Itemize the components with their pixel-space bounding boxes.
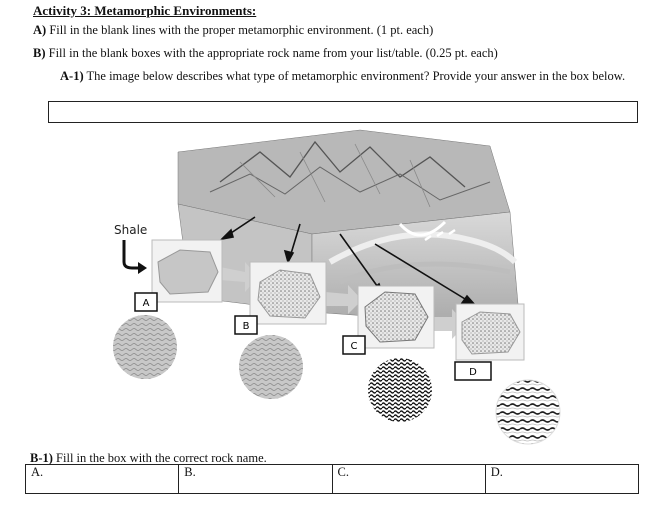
texture-circle-d — [496, 380, 560, 444]
answer-label-d: D. — [490, 465, 503, 479]
svg-text:C: C — [350, 341, 358, 352]
activity-title: Activity 3: Metamorphic Environments: — [33, 3, 257, 18]
answer-cell-b[interactable] — [179, 465, 332, 494]
question-b1-label: B-1) — [30, 451, 53, 465]
metamorphic-diagram — [100, 122, 570, 452]
answer-label-b: B. — [184, 465, 196, 479]
question-b1-text: Fill in the box with the correct rock name. — [52, 451, 267, 465]
a1-answer-box[interactable] — [48, 101, 638, 123]
instruction-a-label: A) — [33, 23, 47, 37]
texture-circle-c — [368, 358, 432, 422]
answer-cell-c[interactable] — [332, 465, 485, 494]
instruction-a-text: Fill in the blank lines with the proper metamorphic environment. (1 pt. each) — [46, 23, 434, 37]
question-a1-text: The image below describes what type of metamorphic environment? Provide your answer in the box below. — [83, 69, 626, 83]
instruction-a — [33, 23, 433, 38]
instruction-b — [33, 46, 498, 61]
answer-cell-d[interactable] — [485, 465, 638, 494]
table-row — [26, 465, 639, 494]
answer-label-c: C. — [337, 465, 349, 479]
shale-arrow-icon — [124, 240, 144, 268]
question-a1-label: A-1) — [60, 69, 84, 83]
instruction-b-label: B) — [33, 46, 46, 60]
instruction-b-text: Fill in the blank boxes with the appropriate rock name from your list/table. (0.25 pt. each) — [45, 46, 498, 60]
svg-text:A: A — [142, 298, 150, 309]
answer-cell-a[interactable] — [26, 465, 179, 494]
svg-text:D: D — [469, 367, 477, 378]
rock-name-answer-table — [25, 464, 639, 494]
question-a1 — [60, 69, 635, 84]
answer-label-a: A. — [31, 465, 44, 479]
svg-text:B: B — [242, 321, 250, 332]
shale-label: Shale — [114, 223, 148, 237]
